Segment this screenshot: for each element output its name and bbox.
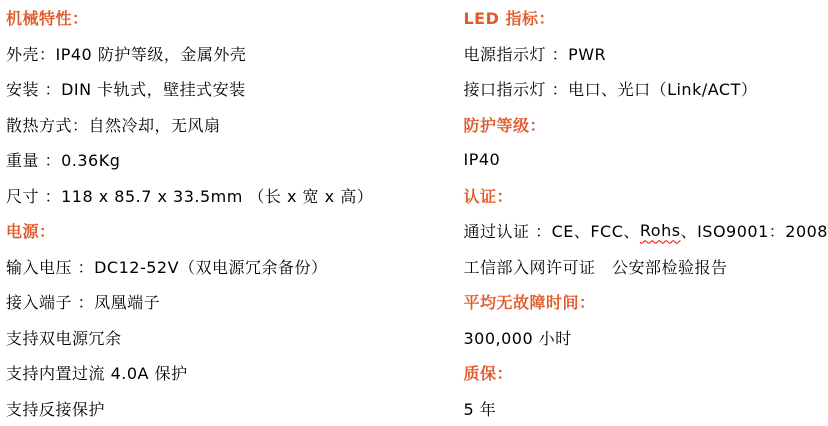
header-mechanical: 机械特性： [6,9,89,29]
spec-mounting: 安装 ：DIN 卡轨式，壁挂式安装 [6,80,246,100]
spec-power-led: 电源指示灯 ：PWR [463,44,607,64]
cert-text-pre: 通过认证 ：CE、FCC、 [463,222,640,242]
spec-port-led: 接口指示灯 ：电口、光口（Link/ACT） [463,80,758,100]
spec-input-voltage: 输入电压 ：DC12-52V（双电源冗余备份） [6,257,328,277]
spec-dual-power: 支持双电源冗余 [6,328,122,348]
spec-cooling: 散热方式：自然冷却，无风扇 [6,115,221,135]
header-led: LED 指标： [463,9,555,29]
cert-text-post: 、ISO9001：2008 [680,222,828,242]
spec-weight: 重量 ：0.36Kg [6,151,121,171]
header-protection-grade: 防护等级： [463,115,546,135]
header-certification: 认证： [463,186,513,206]
spec-overcurrent-protection: 支持内置过流 4.0A 保护 [6,364,188,384]
cert-misspelled-word: Rohs [639,221,681,241]
spec-licenses: 工信部入网许可证 公安部检验报告 [463,257,728,277]
spec-certifications [463,213,828,249]
spec-terminal: 接入端子 ：凤凰端子 [6,293,161,313]
spec-mtbf-value: 300,000 小时 [463,328,572,348]
spec-shell: 外壳：IP40 防护等级，金属外壳 [6,44,247,64]
header-power: 电源： [6,222,56,242]
right-column [461,0,828,426]
spec-dimensions: 尺寸 ：118 x 85.7 x 33.5mm （长 x 宽 x 高） [6,186,374,206]
spec-warranty-value: 5 年 [463,399,497,419]
spec-ip-rating: IP40 [463,150,501,170]
header-warranty: 质保： [463,364,513,384]
header-mtbf: 平均无故障时间： [463,293,596,313]
spec-reverse-protection: 支持反接保护 [6,399,106,419]
